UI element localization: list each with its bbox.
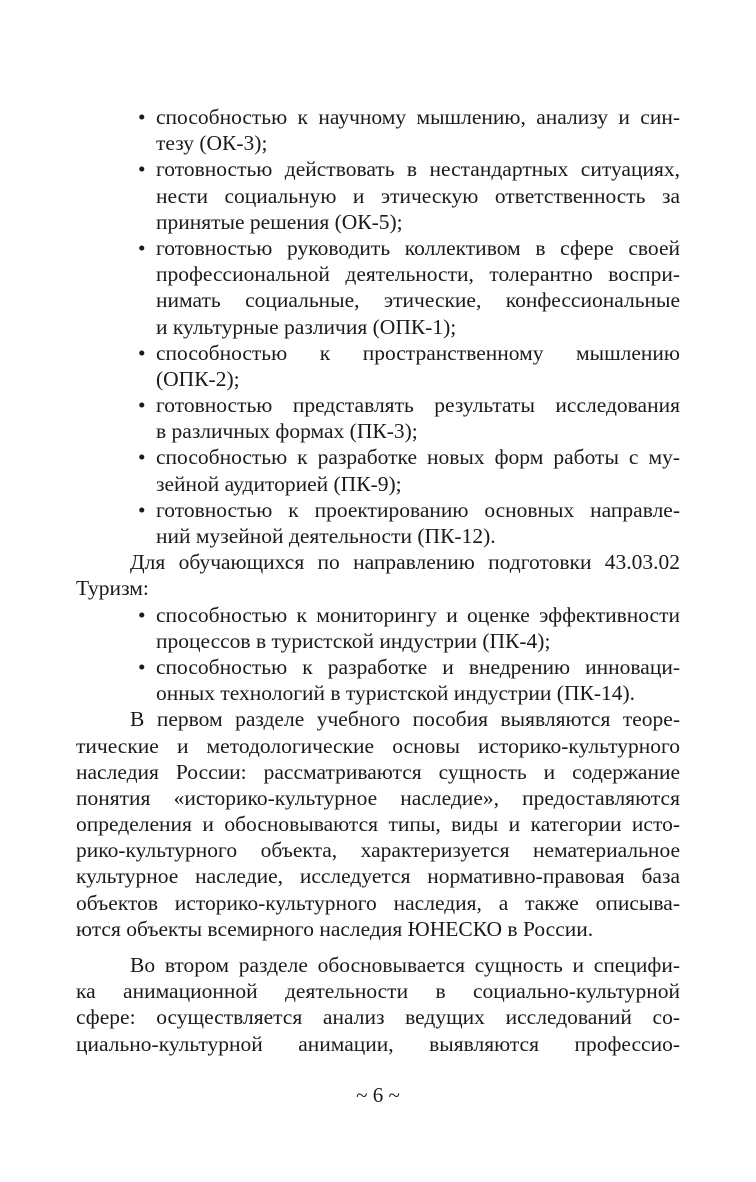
list-item: • способностью к разработке и внедрению инноваци- онных технологий в туристской индустрии (ПК-14).: [138, 654, 680, 706]
bullet-icon: •: [138, 105, 146, 129]
bullet-icon: •: [138, 497, 146, 522]
list-item: • готовностью к проектированию основных направле- ний музейной деятельности (ПК-12).: [138, 497, 680, 548]
bullet-icon: •: [138, 157, 146, 182]
list-item: • готовностью представлять результаты исследования в различных формах (ПК-3);: [138, 393, 680, 444]
bullet-icon: •: [138, 602, 146, 627]
paragraph-second-section: Во втором разделе обосновывается сущность и специфи- ка анимационной деятельности в социально-культурной сфере: осуществляется анализ ведущих исследований со- циально-культурной анимации, выявляются профессио-: [76, 953, 680, 1056]
list-item: • способностью к пространственному мышлению (ОПК-2);: [138, 340, 680, 391]
bullet-icon: •: [138, 445, 146, 470]
bullet-icon: •: [138, 340, 146, 365]
list-item: • способностью к научному мышлению, анализу и син- тезу (ОК-3);: [138, 105, 680, 156]
list-item: • готовностью действовать в нестандартных ситуациях, нести социальную и этическую ответственность за принятые решения (ОК-5);: [138, 157, 680, 234]
bullet-icon: •: [138, 235, 146, 260]
bullet-list-tourism: [76, 602, 680, 707]
page-text: [76, 104, 680, 1057]
list-item: • способностью к разработке новых форм работы с му- зейной аудиторией (ПК-9);: [138, 445, 680, 496]
paragraph-gap: [76, 942, 680, 952]
bullet-icon: •: [138, 393, 146, 418]
paragraph-first-section: В первом разделе учебного пособия выявляются теоре- тические и методологические основы историко-культурного наследия России: рассматриваются сущность и содержание понятия «историко-культурное наследие», предоставляются определения и обосновываются типы, виды и категории исто- рико-культурного объекта, характеризуется нематериальное культурное наследие, исследуется нормативно-правовая база объектов историко-культурного наследия, а также описыва- ются объекты всемирного наследия ЮНЕСКО в России.: [76, 707, 680, 941]
direction-intro: Для обучающихся по направлению подготовки 43.03.02 Туризм:: [76, 550, 680, 601]
bullet-icon: •: [138, 654, 146, 679]
list-item: • готовностью руководить коллективом в сфере своей профессиональной деятельности, толерантно воспри- нимать социальные, этические, конфессиональные и культурные различия (ОПК-1);: [138, 235, 680, 339]
bullet-list-competencies: [76, 104, 680, 549]
list-item: • способностью к мониторингу и оценке эффективности процессов в туристской индустрии (ПК-4);: [138, 602, 680, 653]
page-number: ~ 6 ~: [356, 1083, 400, 1107]
